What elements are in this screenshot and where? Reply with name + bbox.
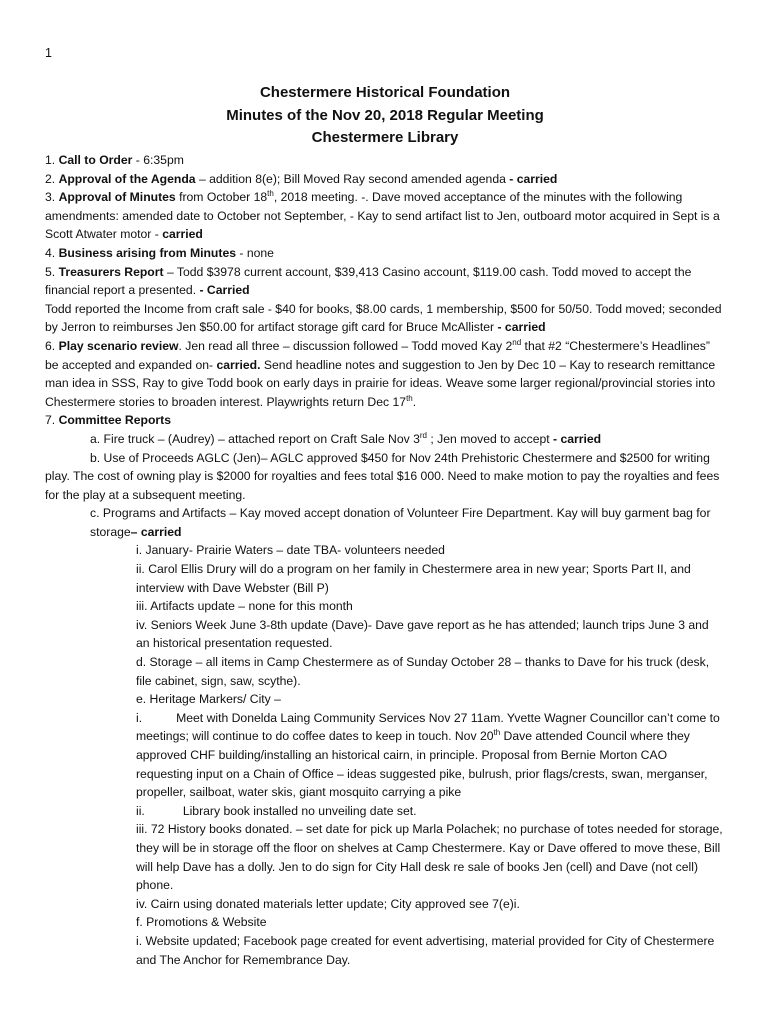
item-call-to-order: 1. Call to Order - 6:35pm <box>45 153 184 167</box>
item-treasurers-report: 5. Treasurers Report – Todd $3978 current account, $39,413 Casino account, $119.00 cash. Todd moved to accept the financial report a presented. - Carried <box>45 264 692 298</box>
programs-item-iii: iii. Artifacts update – none for this month <box>136 599 353 614</box>
org-title: Chestermere Historical Foundation <box>259 84 511 101</box>
item-approval-agenda: 2. Approval of the Agenda – addition 8(e); Bill Moved Ray second amended agenda - carried <box>45 171 558 186</box>
motion-status: carried <box>162 227 203 242</box>
committee-programs-artifacts: c. Programs and Artifacts – Kay moved accept donation of Volunteer Fire Department. Kay will buy garment bag for storage– carried <box>90 506 711 539</box>
motion-status: – carried <box>130 524 182 539</box>
promotions-item-i: i. Website updated; Facebook page created for event advertising, material provided for City of Chestermere and The Anchor for Remembrance Day. <box>136 933 715 967</box>
programs-item-ii: ii. Carol Ellis Drury will do a program on her family in Chestermere area in new year; Sports Part II, and interview with Dave Webster (Bill P) <box>136 562 691 595</box>
item-heading: Treasurers Report <box>58 264 164 279</box>
page-number: 1 <box>45 46 52 60</box>
item-committee-reports: 7. Committee Reports <box>45 413 171 428</box>
programs-item-i: i. January- Prairie Waters – date TBA- volunteers needed <box>136 543 445 558</box>
item-treasurers-report-detail: Todd reported the Income from craft sale - $40 for books, $8.00 cards, 1 membership, $500 for 50/50. Todd moved; seconded by Jerron to reimburses Jen $50.00 for artifact storage gift card for Bruce McAllister - carried <box>45 301 722 335</box>
item-approval-minutes: 3. Approval of Minutes from October 18th, 2018 meeting. -. Dave moved acceptance of the minutes with the following amendments: amended date to October not September, - Kay to send artifact list to Jen, outboard motor acquired in Sept is a Scott Atwater motor - carried <box>45 189 720 242</box>
item-heading: Business arising from Minutes <box>58 245 236 260</box>
committee-fire-truck: a. Fire truck – (Audrey) – attached report on Craft Sale Nov 3rd ; Jen moved to accept - carried <box>90 430 602 446</box>
motion-status: - carried <box>509 171 558 186</box>
programs-item-iv: iv. Seniors Week June 3-8th update (Dave)- Dave gave report as he has attended; launch trips June 3 and an historical presentation requested. <box>136 617 709 651</box>
motion-status: carried. <box>216 357 261 372</box>
item-business-arising: 4. Business arising from Minutes - none <box>45 245 274 260</box>
meeting-title: Minutes of the Nov 20, 2018 Regular Meeting <box>226 106 544 124</box>
heritage-item-i: i. Meet with Donelda Laing Community Services Nov 27 11am. Yvette Wagner Councillor can’t come to meetings; will continue to do coffee dates to keep in touch. Nov 20th Dave attended Council where they approved CHF building/installing an historical cairn, in principle. Proposal from Bernie Morton CAO requesting input on a Chain of Office – ideas suggested pike, bulrush, prior flags/crests, swan, merganser, propeller, sailboat, water skis, giant mosquito carrying a pike <box>136 710 720 800</box>
heritage-item-iii: iii. 72 History books donated. – set date for pick up Marla Polachek; no purchase of totes needed for storage, they will be in storage off the floor on shelves at Camp Chestermere. Kay or Dave offered to move these, Bill will help Dave has a dolly. Jen to do sign for City Hall desk re sale of books Jen (cell) and Dave (not cell) phone. <box>136 822 723 893</box>
heritage-item-iv: iv. Cairn using donated materials letter update; City approved see 7(e)i. <box>136 896 520 911</box>
motion-status: - carried <box>553 431 602 446</box>
minutes-body <box>45 151 725 969</box>
motion-status: - Carried <box>199 283 250 298</box>
item-play-scenario: 6. Play scenario review. Jen read all three – discussion followed – Todd moved Kay 2nd that #2 “Chestermere’s Headlines” be accepted and expanded on- carried. Send headline notes and suggestion to Jen by Dec 10 – Kay to research remittance man idea in SSS, Ray to give Todd book on early days in prairie for ideas. Weave some larger regional/provincial stories into Chestermere stories to broaden interest. Playwrights return Dec 17th. <box>45 337 716 409</box>
item-heading: Call to Order <box>58 153 133 167</box>
location-title: Chestermere Library <box>311 129 459 146</box>
item-heading: Committee Reports <box>58 413 171 428</box>
committee-heritage-markers: e. Heritage Markers/ City – <box>136 692 281 707</box>
item-heading: Play scenario review <box>58 338 179 353</box>
heritage-item-ii: ii. Library book installed no unveiling date set. <box>136 803 417 818</box>
committee-storage: d. Storage – all items in Camp Chestermere as of Sunday October 28 – thanks to Dave for his truck (desk, file cabinet, sign, saw, scythe). <box>136 655 710 688</box>
committee-promotions-website: f. Promotions & Website <box>136 915 267 930</box>
committee-proceeds-aglc: b. Use of Proceeds AGLC (Jen)– AGLC approved $450 for Nov 24th Prehistoric Chestermere and $2500 for writing play. The cost of owning play is $2000 for royalties and fees total $16 000. Need to make motion to pay the royalties and fees for the play at a subsequent meeting. <box>45 450 720 502</box>
item-heading: Approval of the Agenda <box>58 171 196 186</box>
motion-status: - carried <box>497 320 546 335</box>
item-heading: Approval of Minutes <box>58 190 176 205</box>
document-header <box>0 82 770 150</box>
